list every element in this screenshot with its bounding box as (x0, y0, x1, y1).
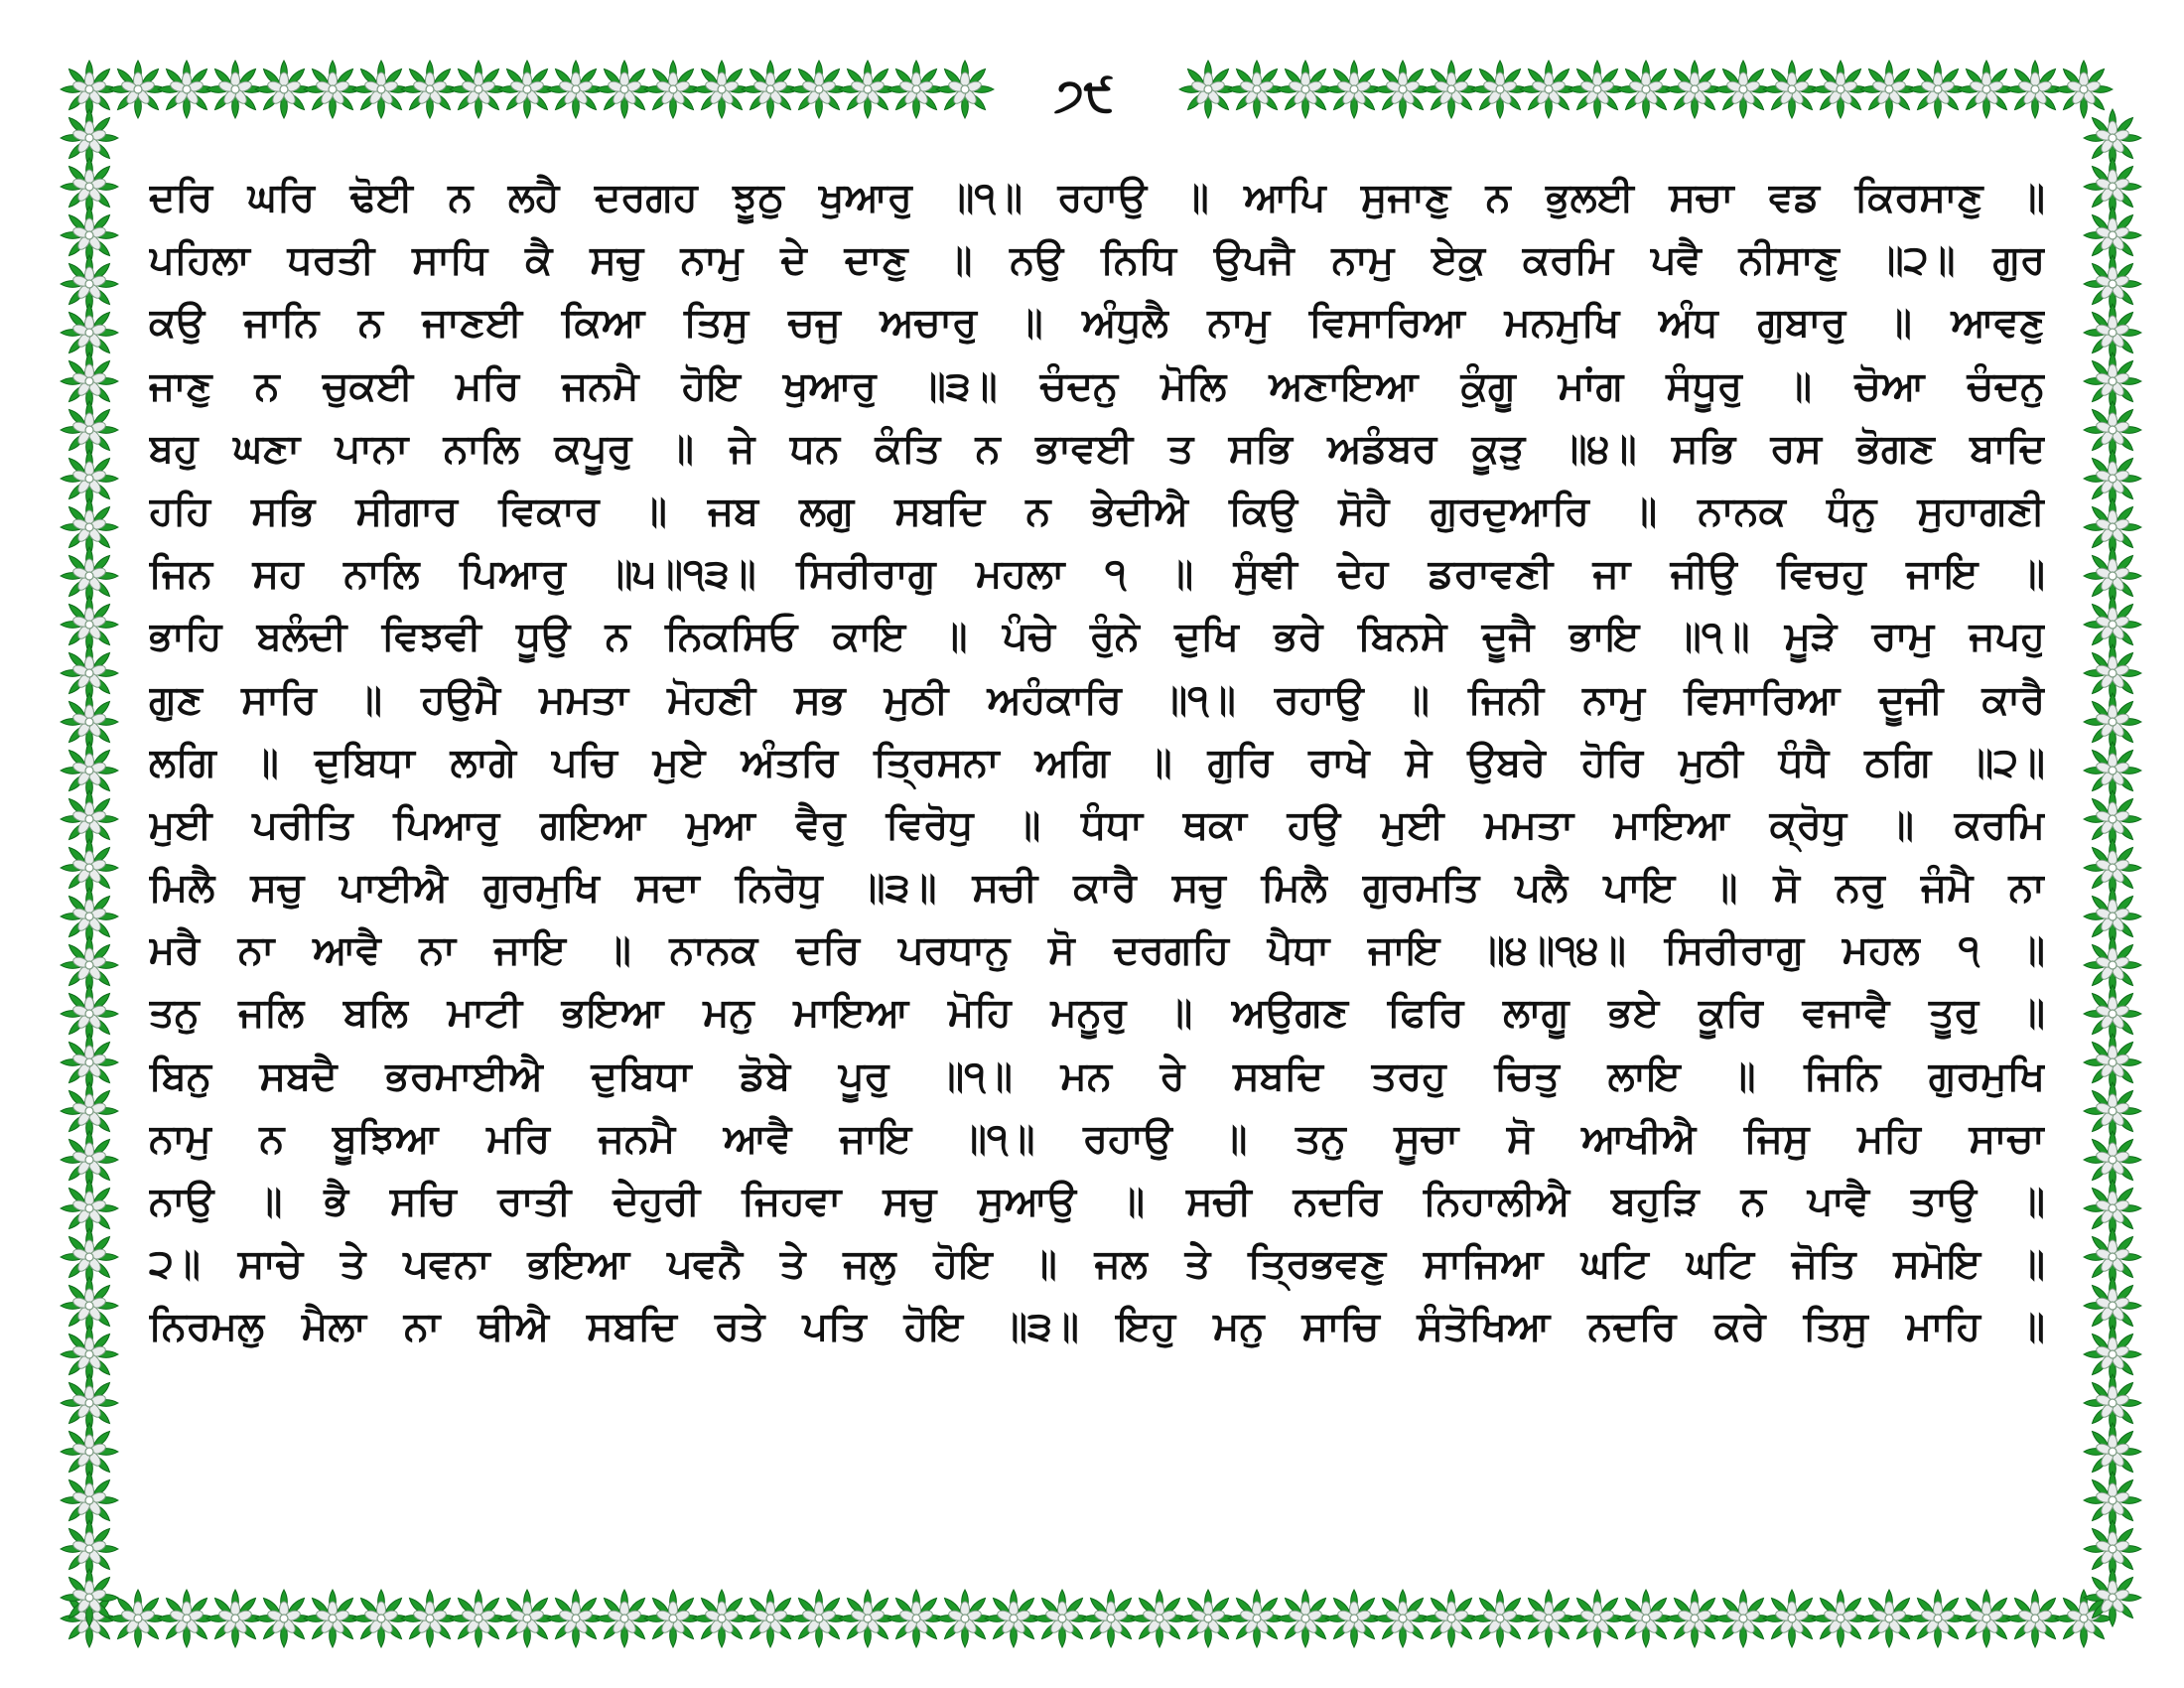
text-line: ਭਾਹਿ ਬਲੰਦੀ ਵਿਝਵੀ ਧੂਉ ਨ ਨਿਕਸਿਓ ਕਾਇ ॥ ਪੰਚੇ ਰੁੰਨੇ ਦੁਖਿ ਭਰੇ ਬਿਨਸੇ ਦੂਜੈ ਭਾਇ ॥੧॥ ਮੂੜੇ ਰਾਮੁ ਜਪਹੁ (149, 614, 2045, 660)
text-line: ਮੁਈ ਪਰੀਤਿ ਪਿਆਰੁ ਗਇਆ ਮੁਆ ਵੈਰੁ ਵਿਰੋਧੁ ॥ ਧੰਧਾ ਥਕਾ ਹਉ ਮੁਈ ਮਮਤਾ ਮਾਇਆ ਕ੍ਰੋਧੁ ॥ ਕਰਮਿ (149, 801, 2045, 848)
text-line: ਦਰਿ ਘਰਿ ਢੋਈ ਨ ਲਹੈ ਦਰਗਹ ਝੂਠੁ ਖੁਆਰੁ ॥੧॥ ਰਹਾਉ ॥ ਆਪਿ ਸੁਜਾਣੁ ਨ ਭੁਲਈ ਸਚਾ ਵਡ ਕਿਰਸਾਣੁ ॥ (149, 175, 2045, 220)
text-line: ਪਹਿਲਾ ਧਰਤੀ ਸਾਧਿ ਕੈ ਸਚੁ ਨਾਮੁ ਦੇ ਦਾਣੁ ॥ ਨਉ ਨਿਧਿ ਉਪਜੈ ਨਾਮੁ ਏਕੁ ਕਰਮਿ ਪਵੈ ਨੀਸਾਣੁ ॥੨॥ ਗੁਰ (149, 237, 2045, 284)
text-line: ਮਰੈ ਨਾ ਆਵੈ ਨਾ ਜਾਇ ॥ ਨਾਨਕ ਦਰਿ ਪਰਧਾਨੁ ਸੋ ਦਰਗਹਿ ਪੈਧਾ ਜਾਇ ॥੪॥੧੪॥ ਸਿਰੀਰਾਗੁ ਮਹਲ ੧ ॥ (149, 927, 2045, 974)
text-line: ਬਹੁ ਘਣਾ ਪਾਨਾ ਨਾਲਿ ਕਪੂਰੁ ॥ ਜੇ ਧਨ ਕੰਤਿ ਨ ਭਾਵਈ ਤ ਸਭਿ ਅਡੰਬਰ ਕੂੜੁ ॥੪॥ ਸਭਿ ਰਸ ਭੋਗਣ ਬਾਦਿ (149, 425, 2045, 472)
text-line: ਜਾਣੁ ਨ ਚੁਕਈ ਮਰਿ ਜਨਮੈ ਹੋਇ ਖੁਆਰੁ ॥੩॥ ਚੰਦਨੁ ਮੋਲਿ ਅਣਾਇਆ ਕੁੰਗੂ ਮਾਂਗ ਸੰਧੂਰੁ ॥ ਚੋਆ ਚੰਦਨੁ (149, 362, 2045, 409)
text-line: ਲਗਿ ॥ ਦੁਬਿਧਾ ਲਾਗੇ ਪਚਿ ਮੁਏ ਅੰਤਰਿ ਤ੍ਰਿਸਨਾ ਅਗਿ ॥ ਗੁਰਿ ਰਾਖੇ ਸੇ ਉਬਰੇ ਹੋਰਿ ਮੁਠੀ ਧੰਧੈ ਠਗਿ ॥੨॥ (149, 739, 2045, 785)
text-line: ਬਿਨੁ ਸਬਦੈ ਭਰਮਾਈਐ ਦੁਬਿਧਾ ਡੋਬੇ ਪੂਰੁ ॥੧॥ ਮਨ ਰੇ ਸਬਦਿ ਤਰਹੁ ਚਿਤੁ ਲਾਇ ॥ ਜਿਨਿ ਗੁਰਮੁਖਿ (149, 1053, 2045, 1099)
scripture-text (149, 167, 2045, 1359)
border-flower-icon (2055, 61, 2113, 118)
text-line: ਨਾਮੁ ਨ ਬੂਝਿਆ ਮਰਿ ਜਨਮੈ ਆਵੈ ਜਾਇ ॥੧॥ ਰਹਾਉ ॥ ਤਨੁ ਸੂਚਾ ਸੋ ਆਖੀਐ ਜਿਸੁ ਮਹਿ ਸਾਚਾ (149, 1115, 2045, 1162)
border-flower-icon (936, 61, 994, 118)
text-line: ਕਉ ਜਾਨਿ ਨ ਜਾਣਈ ਕਿਆ ਤਿਸੁ ਚਜੁ ਅਚਾਰੁ ॥ ਅੰਧੁਲੈ ਨਾਮੁ ਵਿਸਾਰਿਆ ਮਨਮੁਖਿ ਅੰਧ ਗੁਬਾਰੁ ॥ ਆਵਣੁ (149, 300, 2045, 347)
text-line: ਨਿਰਮਲੁ ਮੈਲਾ ਨਾ ਥੀਐ ਸਬਦਿ ਰਤੇ ਪਤਿ ਹੋਇ ॥੩॥ ਇਹੁ ਮਨੁ ਸਾਚਿ ਸੰਤੋਖਿਆ ਨਦਰਿ ਕਰੇ ਤਿਸੁ ਮਾਹਿ ॥ (149, 1304, 2045, 1350)
text-line: ਤਨੁ ਜਲਿ ਬਲਿ ਮਾਟੀ ਭਇਆ ਮਨੁ ਮਾਇਆ ਮੋਹਿ ਮਨੂਰੁ ॥ ਅਉਗਣ ਫਿਰਿ ਲਾਗੂ ਭਏ ਕੂਰਿ ਵਜਾਵੈ ਤੂਰੁ ॥ (149, 990, 2045, 1037)
text-line: ੨॥ ਸਾਚੇ ਤੇ ਪਵਨਾ ਭਇਆ ਪਵਨੈ ਤੇ ਜਲੁ ਹੋਇ ॥ ਜਲ ਤੇ ਤ੍ਰਿਭਵਣੁ ਸਾਜਿਆ ਘਟਿ ਘਟਿ ਜੋਤਿ ਸਮੋਇ ॥ (149, 1241, 2045, 1288)
text-line: ਜਿਨ ਸਹ ਨਾਲਿ ਪਿਆਰੁ ॥੫॥੧੩॥ ਸਿਰੀਰਾਗੁ ਮਹਲਾ ੧ ॥ ਸੁੰਞੀ ਦੇਹ ਡਰਾਵਣੀ ਜਾ ਜੀਉ ਵਿਚਹੁ ਜਾਇ ॥ (149, 551, 2045, 598)
page-number: ੭੯ (1034, 60, 1134, 129)
border-flower-icon (61, 1569, 118, 1626)
border-flower-icon (2084, 1569, 2141, 1626)
text-line: ਹਹਿ ਸਭਿ ਸੀਗਾਰ ਵਿਕਾਰ ॥ ਜਬ ਲਗੁ ਸਬਦਿ ਨ ਭੇਦੀਐ ਕਿਉ ਸੋਹੈ ਗੁਰਦੁਆਰਿ ॥ ਨਾਨਕ ਧੰਨੁ ਸੁਹਾਗਣੀ (149, 488, 2045, 534)
text-line: ਨਾਉ ॥ ਭੈ ਸਚਿ ਰਾਤੀ ਦੇਹੁਰੀ ਜਿਹਵਾ ਸਚੁ ਸੁਆਉ ॥ ਸਚੀ ਨਦਰਿ ਨਿਹਾਲੀਐ ਬਹੁੜਿ ਨ ਪਾਵੈ ਤਾਉ ॥ (149, 1179, 2045, 1224)
text-line: ਗੁਣ ਸਾਰਿ ॥ ਹਉਮੈ ਮਮਤਾ ਮੋਹਣੀ ਸਭ ਮੁਠੀ ਅਹੰਕਾਰਿ ॥੧॥ ਰਹਾਉ ॥ ਜਿਨੀ ਨਾਮੁ ਵਿਸਾਰਿਆ ਦੂਜੀ ਕਾਰੈ (149, 676, 2045, 723)
text-line: ਮਿਲੈ ਸਚੁ ਪਾਈਐ ਗੁਰਮੁਖਿ ਸਦਾ ਨਿਰੋਧੁ ॥੩॥ ਸਚੀ ਕਾਰੈ ਸਚੁ ਮਿਲੈ ਗੁਰਮਤਿ ਪਲੈ ਪਾਇ ॥ ਸੋ ਨਰੁ ਜੰਮੈ ਨਾ (149, 865, 2045, 912)
